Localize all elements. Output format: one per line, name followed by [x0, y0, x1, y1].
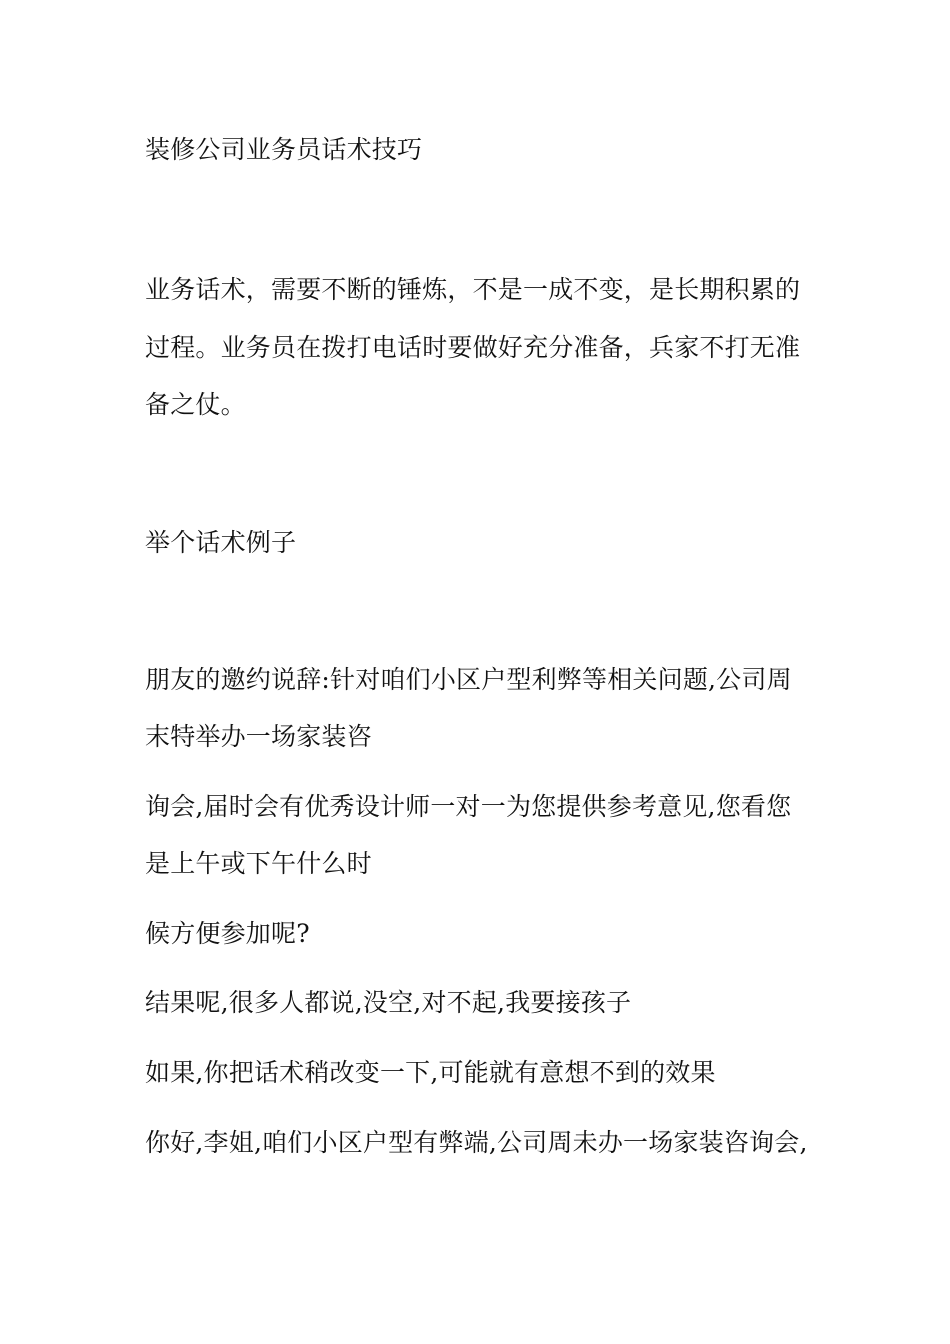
document-title: 装修公司业务员话术技巧	[145, 135, 423, 164]
example-line-7: 如果,你把话术稍改变一下,可能就有意想不到的效果	[145, 1058, 716, 1087]
example-line-2: 末特举办一场家装咨	[145, 722, 372, 751]
intro-line-1: 业务话术，需要不断的锤炼，不是一成不变，是长期积累的	[145, 275, 801, 304]
example-line-3: 询会,届时会有优秀设计师一对一为您提供参考意见,您看您	[145, 792, 792, 821]
intro-line-2: 过程。业务员在拨打电话时要做好充分准备，兵家不打无准	[145, 333, 801, 362]
example-line-6: 结果呢,很多人都说,没空,对不起,我要接孩子	[145, 988, 632, 1017]
example-line-8: 你好,李姐,咱们小区户型有弊端,公司周未办一场家装咨询会,	[145, 1128, 808, 1157]
example-line-5: 候方便参加呢?	[145, 919, 310, 948]
example-line-4: 是上午或下午什么时	[145, 849, 372, 878]
intro-line-3: 备之仗。	[145, 390, 246, 419]
section-heading: 举个话术例子	[145, 528, 297, 557]
example-line-1: 朋友的邀约说辞:针对咱们小区户型利弊等相关问题,公司周	[145, 665, 792, 694]
